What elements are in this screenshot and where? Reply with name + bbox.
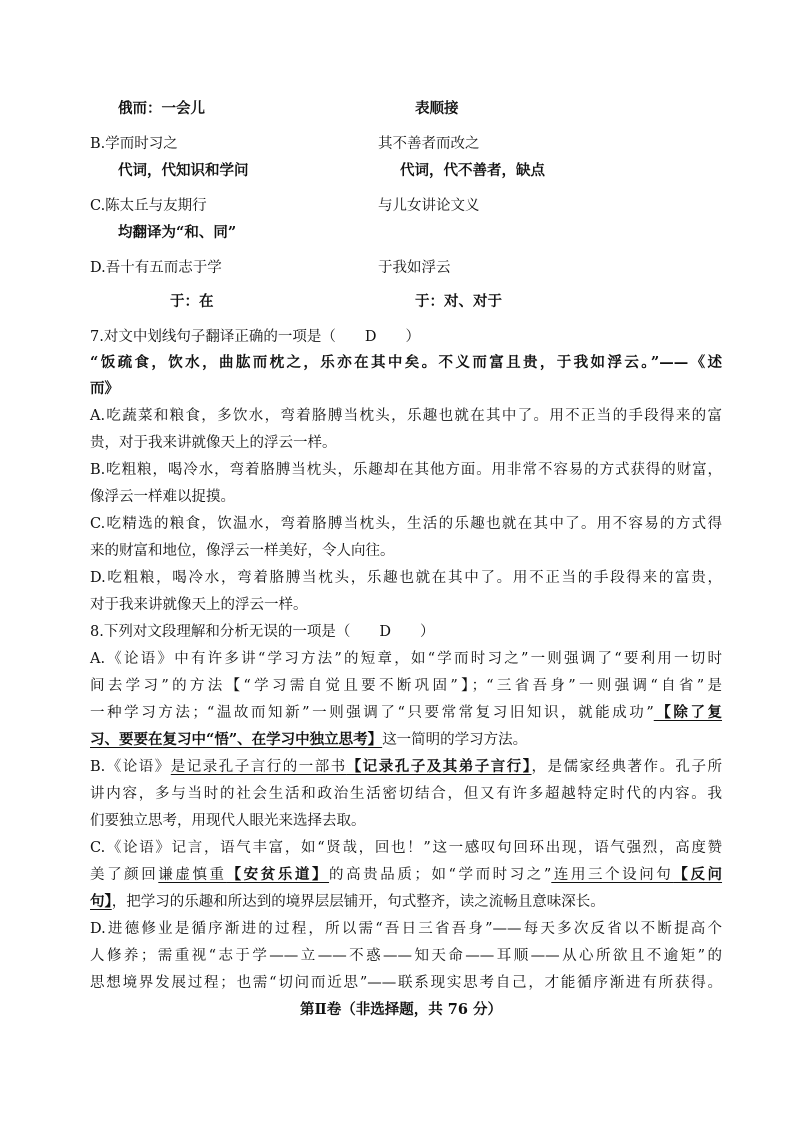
q8-a-text-end: 这一简明的学习方法。 — [382, 732, 528, 748]
q8-option-a-line4 — [90, 730, 527, 750]
q8-c-text-end: ，把学习的乐趣和所达到的境界层层铺开，句式整齐，读之流畅且意味深长。 — [111, 894, 605, 910]
option-c-right: 与儿女讲论文义 — [378, 198, 480, 214]
q8-c-correction: 【安贫乐道】 — [226, 866, 330, 883]
option-c-note: 均翻译为“和、同” — [118, 224, 237, 241]
q8-stem: 8.下列对文段理解和分析无误的一项是（ D ） — [90, 624, 435, 640]
option-c-left: C.陈太丘与友期行 — [90, 198, 207, 214]
q8-c-correction-2-cont: 句】 — [90, 893, 112, 910]
option-d-left: D.吾十有五而志于学 — [90, 260, 222, 276]
q8-option-d-line3: 思想境界发展过程；也需“切问而近思”——联系现实思考自己，才能循序渐进有所获得。 — [90, 975, 722, 991]
option-b-left: B.学而时习之 — [90, 136, 178, 152]
q8-option-c-line3 — [90, 892, 605, 912]
q8-b-underlined: 是记录孔子言行的一部书 — [170, 759, 347, 775]
q8-b-correction: 【记录孔子及其弟子言行】 — [346, 758, 532, 775]
q8-b-text-end: ，是儒家经典著作。孔子所 — [531, 759, 723, 775]
q8-a-correction: 【除了复 — [653, 704, 723, 721]
q8-option-a-line3 — [90, 703, 722, 723]
option-a-note-right: 表顺接 — [415, 100, 459, 117]
q7-option-b-line2: 像浮云一样难以捉摸。 — [90, 489, 235, 505]
q8-option-d-line2: 人修养；需重视“志于学——立——不惑——知天命——耳顺——从心所欲且不逾矩”的 — [90, 948, 722, 964]
q8-option-b-line1 — [90, 757, 722, 777]
q8-option-c-line2 — [90, 865, 722, 885]
option-b-note-right: 代词，代不善者，缺点 — [400, 162, 545, 179]
option-a-note-left: 俄而：一会儿 — [118, 100, 205, 117]
q8-a-correction-cont: 习、要要在复习中“悟”、在学习中独立思考】 — [90, 731, 383, 748]
section-heading: 第Ⅱ卷（非选择题，共 76 分） — [300, 1001, 502, 1018]
q7-quote-line1: “饭疏食，饮水，曲肱而枕之，乐亦在其中矣。不义而富且贵，于我如浮云。”——《述 — [90, 354, 722, 371]
option-b-right: 其不善者而改之 — [378, 136, 480, 152]
option-d-note-right: 于：对、对于 — [415, 293, 502, 310]
option-d-note-left: 于：在 — [170, 293, 214, 310]
q8-b-text: B.《论语》 — [90, 759, 171, 775]
q8-c-underlined-2: 连用三个设问句 — [551, 867, 674, 883]
q7-quote-line2: 而》 — [90, 380, 119, 397]
q7-stem: 7.对文中划线句子翻译正确的一项是（ D ） — [90, 329, 420, 345]
q8-c-underlined: 谦虚慎重 — [158, 867, 227, 883]
q8-option-c-line1: C.《论语》记言，语气丰富，如“贤哉，回也！”这一感叹句回环出现，语气强烈，高度赞 — [90, 840, 722, 856]
option-b-note-left: 代词，代知识和学问 — [118, 162, 249, 179]
q8-c-correction-2: 【反问 — [673, 866, 723, 883]
q8-option-d-line1: D.进德修业是循序渐进的过程，所以需“吾日三省吾身”——每天多次反省以不断提高个 — [90, 921, 722, 937]
q7-option-d-line2: 对于我来讲就像天上的浮云一样。 — [90, 597, 308, 613]
q8-a-text: 一种学习方法；“温故而知新”一则强调了“只要常常复习旧知识，就能成功” — [90, 705, 654, 721]
q8-option-b-line3: 们要独立思考，用现代人眼光来选择去取。 — [90, 813, 366, 829]
q7-option-d-line1: D.吃粗粮，喝冷水，弯着胳膊当枕头，乐趣也就在其中了。用不正当的手段得来的富贵， — [90, 570, 722, 586]
q8-option-a-line1: A.《论语》中有许多讲“学习方法”的短章，如“学而时习之”一则强调了“要利用一切时 — [90, 651, 722, 667]
q8-option-b-line2: 讲内容，多与当时的社会生活和政治生活密切结合，但又有许多超越特定时代的内容。我 — [90, 786, 722, 802]
q7-option-a-line2: 贵，对于我来讲就像天上的浮云一样。 — [90, 435, 337, 451]
q7-option-a-line1: A.吃蔬菜和粮食，多饮水，弯着胳膊当枕头，乐趣也就在其中了。用不正当的手段得来的富 — [90, 408, 722, 424]
q8-c-text: 美了颜回 — [90, 867, 159, 883]
q8-option-a-line2: 间去学习”的方法【“学习需自觉且要不断巩固”】；“三省吾身”一则强调“自省”是 — [90, 678, 722, 694]
q8-c-text-mid: 的高贵品质；如“学而时习之” — [329, 867, 552, 883]
q7-option-c-line1: C.吃精选的粮食，饮温水，弯着胳膊当枕头，生活的乐趣也就在其中了。用不容易的方式得 — [90, 516, 722, 532]
q7-option-c-line2: 来的财富和地位，像浮云一样美好，令人向往。 — [90, 543, 395, 559]
option-d-right: 于我如浮云 — [378, 260, 451, 276]
q7-option-b-line1: B.吃粗粮，喝冷水，弯着胳膊当枕头，乐趣却在其他方面。用非常不容易的方式获得的财富， — [90, 462, 722, 478]
